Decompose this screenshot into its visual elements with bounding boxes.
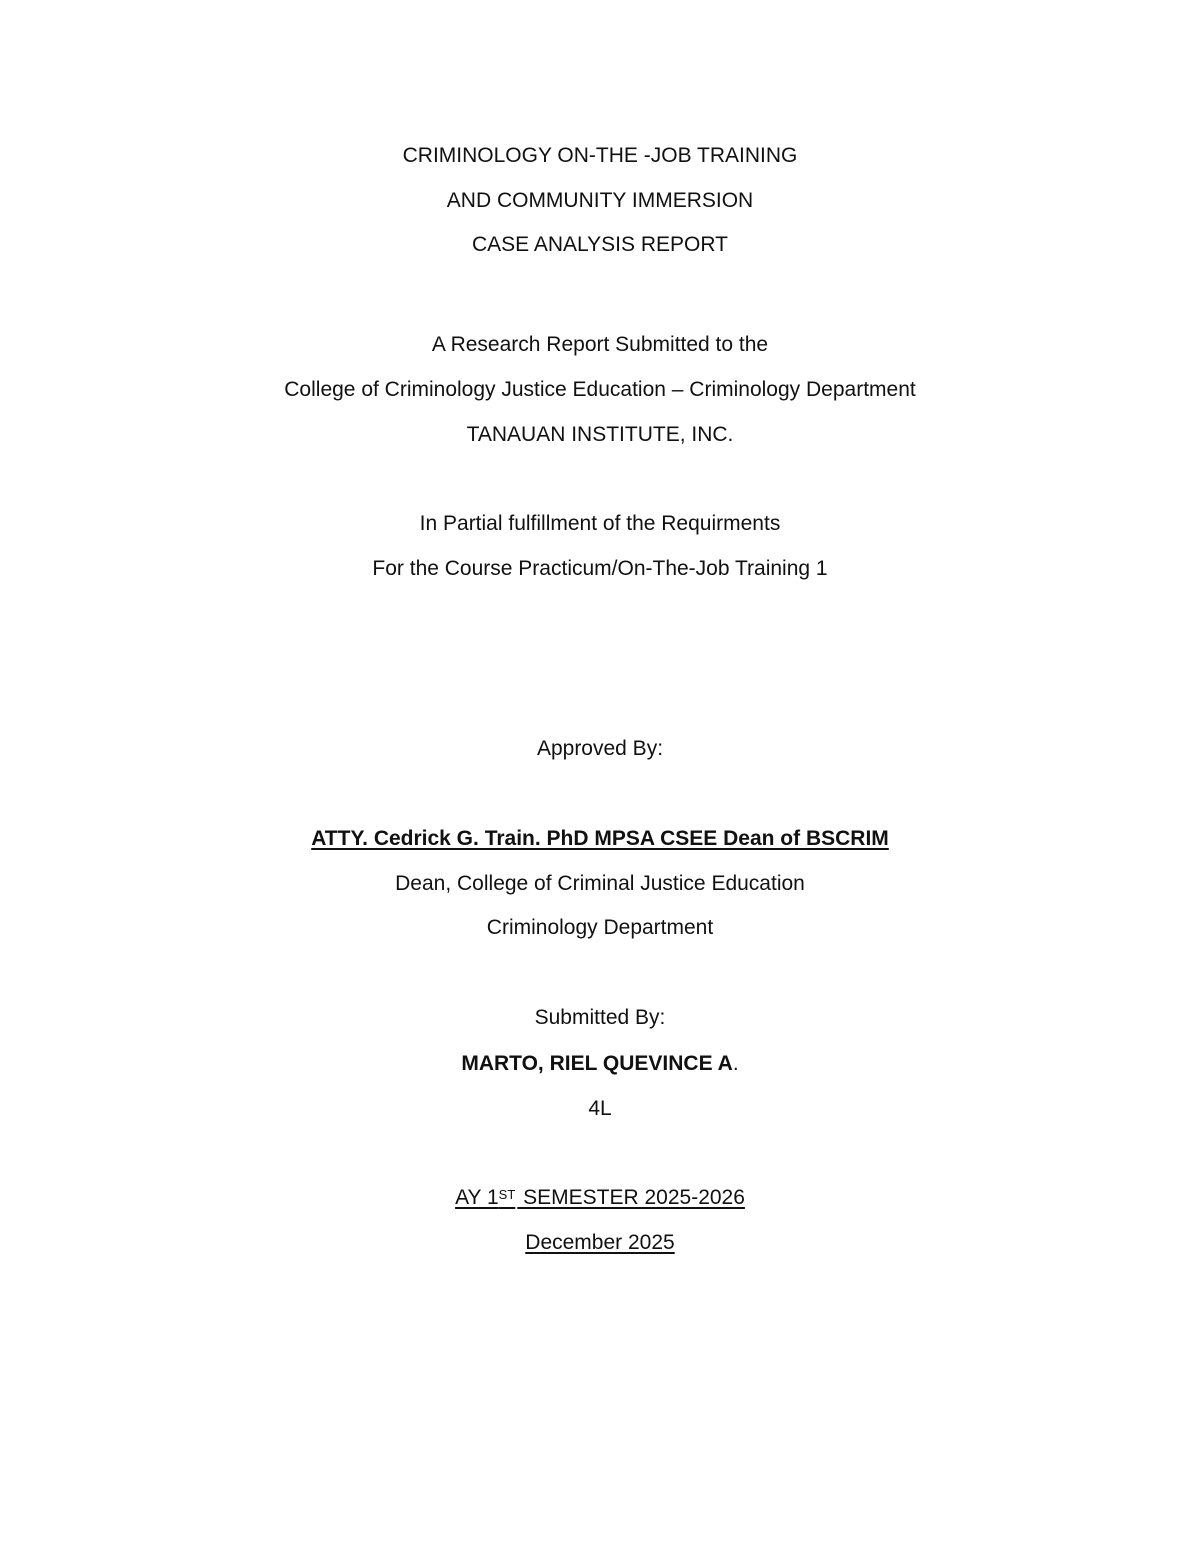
submitted-by-label: Submitted By: xyxy=(534,1006,666,1029)
submitter-name-text: MARTO, RIEL QUEVINCE A xyxy=(461,1052,733,1075)
approver-position: Dean, College of Criminal Justice Education xyxy=(395,872,805,895)
approved-by-label: Approved By: xyxy=(536,737,664,760)
fulfillment-line-2: For the Course Practicum/On-The-Job Training 1 xyxy=(372,557,828,580)
submission-line-2: College of Criminology Justice Education – Criminology Department xyxy=(284,378,916,401)
submitter-name xyxy=(0,1051,1200,1077)
approver-department: Criminology Department xyxy=(486,916,714,939)
submitter-name-suffix: . xyxy=(732,1052,739,1075)
approver-name-text: ATTY. Cedrick G. Train. PhD MPSA CSEE Dean of BSCRIM xyxy=(311,827,889,850)
institution-name: TANAUAN INSTITUTE, INC. xyxy=(466,423,734,446)
submission-date xyxy=(0,1230,1200,1256)
term-ordinal: ST xyxy=(498,1187,516,1202)
academic-term xyxy=(0,1185,1200,1211)
title-line-1: CRIMINOLOGY ON-THE -JOB TRAINING xyxy=(402,144,798,167)
approver-name xyxy=(0,826,1200,852)
submission-line-1: A Research Report Submitted to the xyxy=(431,333,769,356)
term-prefix: AY 1 xyxy=(455,1186,499,1209)
submission-date-text: December 2025 xyxy=(525,1231,675,1254)
title-line-2: AND COMMUNITY IMMERSION xyxy=(446,189,754,212)
fulfillment-line-1: In Partial fulfillment of the Requirments xyxy=(419,512,781,535)
term-rest: SEMESTER 2025-2026 xyxy=(517,1186,745,1209)
submitter-section: 4L xyxy=(588,1097,612,1120)
academic-term-text xyxy=(455,1186,745,1209)
title-line-3: CASE ANALYSIS REPORT xyxy=(472,233,728,256)
